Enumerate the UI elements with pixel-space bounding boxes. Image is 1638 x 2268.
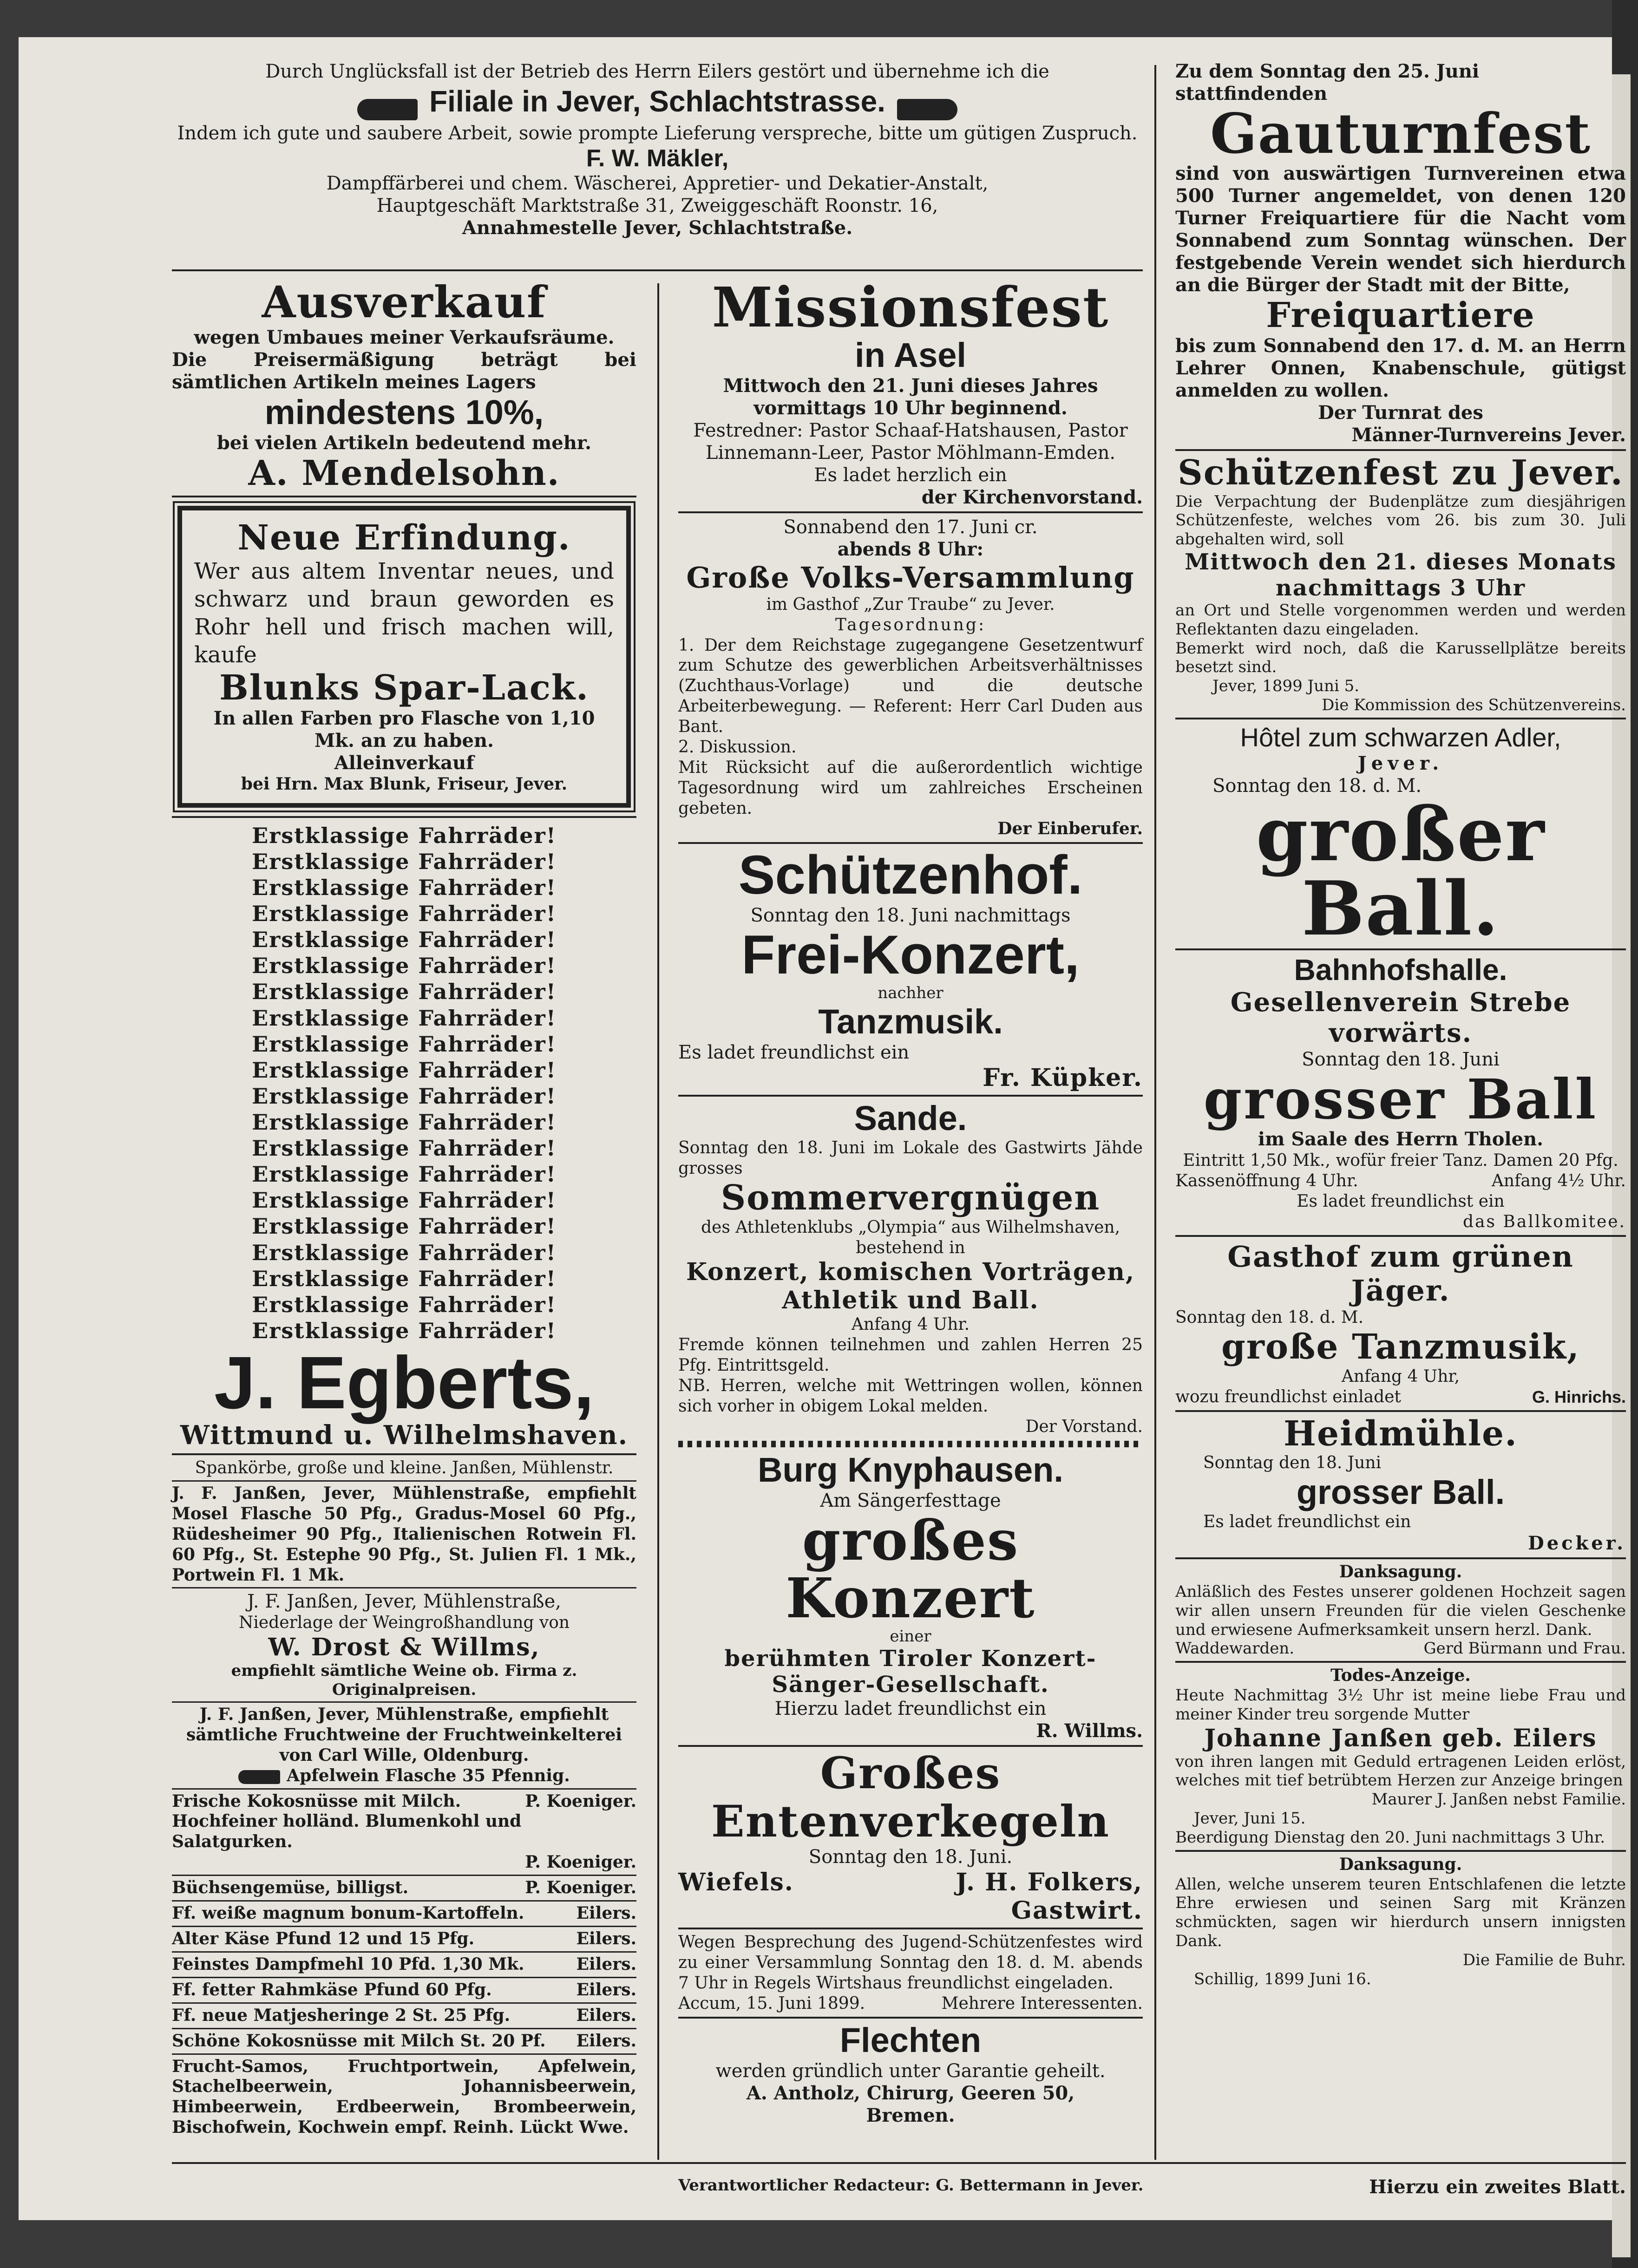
ausverkauf-ad	[172, 279, 636, 493]
enten-ad	[678, 1750, 1143, 1925]
missionsfest-ad	[678, 275, 1143, 509]
enten-date: Sonntag den 18. Juni.	[808, 1846, 1013, 1868]
versammlung-time: abends 8 Uhr:	[837, 538, 984, 560]
column-rule	[657, 283, 659, 2160]
knyphausen-title: Burg Knyphausen.	[758, 1450, 1063, 1489]
dank1-title: Danksagung.	[1339, 1562, 1462, 1582]
versammlung-ad	[678, 516, 1143, 839]
footer-editor: Verantwortlicher Redacteur: G. Bettermann in Jever.	[678, 2176, 1144, 2195]
heidmuehle-sig: Decker.	[1528, 1532, 1626, 1555]
knyphausen-sub: Am Sängerfesttage	[820, 1490, 1001, 1511]
drost-line2: Niederlage der Weingroßhandlung von	[238, 1613, 570, 1633]
small-ad-spankoerbe: Spankörbe, große und kleine. Janßen, Mühlenstr.	[195, 1458, 614, 1477]
bahnhof-left: Kassenöffnung 4 Uhr.	[1175, 1171, 1358, 1191]
missionsfest-sig: der Kirchenvorstand.	[921, 486, 1143, 508]
versammlung-agenda-title: Tagesordnung:	[835, 615, 986, 634]
fahrrad-line: Erstklassige Fahrräder!	[252, 849, 557, 874]
ausverkauf-signature: A. Mendelsohn.	[248, 453, 560, 494]
fahrrad-list	[172, 821, 636, 1346]
ausverkauf-text1: wegen Umbaues meiner Verkaufsräume.	[194, 327, 615, 349]
schuetzenhof-title: Schützenhof.	[738, 844, 1083, 906]
eilers-item: Ff. neue Matjesheringe 2 St. 25 Pfg.	[172, 2005, 511, 2025]
gauturnfest-ad	[1175, 60, 1626, 446]
top-ad-rule	[172, 269, 1143, 271]
schuetzenhof-sig: Fr. Küpker.	[983, 1064, 1143, 1092]
schuetzenhof-after: nachher	[878, 984, 943, 1003]
fahrrad-line: Erstklassige Fahrräder!	[252, 1136, 557, 1161]
sande-program: Konzert, komischen Vorträgen, Athletik und Ball.	[686, 1258, 1135, 1315]
dank2-sig: Die Familie de Buhr.	[1462, 1950, 1626, 1969]
eilers-sig: Eilers.	[576, 2031, 636, 2051]
versammlung-place: im Gasthof „Zur Traube“ zu Jever.	[766, 595, 1055, 614]
bahnhof-ad	[1175, 953, 1626, 1232]
koeniger-2-sig: P. Koeniger.	[525, 1852, 636, 1872]
wille-text: J. F. Janßen, Jever, Mühlenstraße, empfiehlt sämtliche Fruchtweine der Fruchtweinkelterei von Carl Wille, Oldenburg.	[186, 1704, 622, 1765]
koeniger-3	[172, 1878, 636, 1898]
heidmuehle-ad	[1175, 1415, 1626, 1555]
ausverkauf-title: Ausverkauf	[262, 277, 547, 328]
drost-line1: J. F. Janßen, Jever, Mühlenstraße,	[247, 1591, 562, 1613]
heidmuehle-invite: Es ladet freundlichst ein	[1203, 1512, 1411, 1532]
fahrrad-line: Erstklassige Fahrräder!	[252, 953, 557, 979]
dank2-text: Allen, welche unserem teuren Entschlafenen die letzte Ehre erwiesen und seinen Sarg mit Kränzen schmückten, sagen wir hierdurch unsern innigsten Dank.	[1175, 1875, 1626, 1950]
dank2-title: Danksagung.	[1339, 1854, 1462, 1874]
egberts-ad	[172, 1340, 636, 1451]
newspaper-page	[19, 37, 1626, 2220]
todes-title: Todes-Anzeige.	[1330, 1666, 1471, 1686]
gauturnfest-sig2: Männer-Turnvereins Jever.	[1351, 424, 1626, 446]
schuetzenhof-date: Sonntag den 18. Juni nachmittags	[750, 904, 1071, 926]
adler-ad	[1175, 722, 1626, 952]
bahnhof-place: im Saale des Herrn Tholen.	[1258, 1128, 1544, 1150]
erfindung-text: Wer aus altem Inventar neues, und schwarz und braun geworden es Rohr hell und frisch machen will, kaufe	[194, 558, 614, 668]
schuetzenfest-date: Mittwoch den 21. dieses Monats nachmittags 3 Uhr	[1185, 549, 1617, 601]
top-ad-headline-row	[172, 85, 1143, 120]
top-ad-headline: Filiale in Jever, Schlachtstrasse.	[429, 85, 885, 118]
gauturnfest-sig1: Der Turnrat des	[1318, 401, 1483, 424]
column-2	[678, 275, 1143, 2127]
pointing-hand-icon	[897, 99, 957, 120]
knyphausen-big: großes Konzert	[786, 1508, 1035, 1630]
ausverkauf-text3: bei vielen Artikeln bedeutend mehr.	[216, 432, 592, 454]
ausverkauf-text2: Die Preisermäßigung beträgt bei sämtlichen Artikeln meines Lagers	[172, 349, 636, 393]
dank1-ad	[1175, 1562, 1626, 1658]
egberts-name: J. Egberts,	[214, 1340, 595, 1424]
erfindung-text2: In allen Farben pro Flasche von 1,10 Mk. an zu haben.	[213, 707, 595, 752]
schuetzenhof-ad	[678, 844, 1143, 1092]
sande-start: Anfang 4 Uhr.	[851, 1315, 970, 1334]
top-ad-line4: Hauptgeschäft Marktstraße 31, Zweiggeschäft Roonstr. 16,	[376, 195, 938, 216]
versammlung-item1: 1. Der dem Reichstage zugegangene Gesetzentwurf zum Schutze des gewerblichen Arbeitsverhältnisses (Zuchthaus-Vorlage) und die deutsche Arbeiterbewegung. — Referent: Herr Carl Duden aus Bant.	[678, 635, 1143, 737]
knyphausen-sig: R. Willms.	[1036, 1720, 1143, 1742]
flechten-city: Bremen.	[866, 2104, 955, 2126]
wille-apfel-row	[172, 1766, 636, 1786]
adler-city: Jever.	[1357, 752, 1444, 774]
top-ad-line3: Dampffärberei und chem. Wäscherei, Appretier- und Dekatier-Anstalt,	[326, 172, 989, 194]
sande-text: Sonntag den 18. Juni im Lokale des Gastwirts Jähde grosses	[678, 1138, 1143, 1178]
sande-text2: des Athletenklubs „Olympia“ aus Wilhelmshaven, bestehend in	[701, 1217, 1120, 1257]
flechten-ad	[678, 2021, 1143, 2127]
jaeger-sig-row	[1175, 1387, 1626, 1407]
wille-ad	[172, 1705, 636, 1786]
eilers-item: Schöne Kokosnüsse mit Milch St. 20 Pf.	[172, 2031, 546, 2051]
gauturnfest-text2: bis zum Sonnabend den 17. d. M. an Herrn Lehrer Onnen, Knabenschule, gütigst anmelden zu wollen.	[1175, 334, 1626, 401]
koeniger-2-text: Hochfeiner holländ. Blumenkohl und Salatgurken.	[172, 1811, 522, 1852]
sande-nb: NB. Herren, welche mit Wettringen wollen, können sich vorher in obigem Lokal melden.	[678, 1376, 1143, 1416]
heidmuehle-date: Sonntag den 18. Juni	[1203, 1453, 1382, 1473]
ausverkauf-big: mindestens 10%,	[264, 393, 544, 432]
sande-title: Sande.	[854, 1099, 967, 1138]
jaeger-sig: G. Hinrichs.	[1532, 1387, 1626, 1406]
egberts-sub: Wittmund u. Wilhelmshaven.	[180, 1419, 629, 1451]
missionsfest-invite: Es ladet herzlich ein	[814, 464, 1007, 486]
flechten-text: werden gründlich unter Garantie geheilt.	[715, 2060, 1106, 2082]
todes-text: Heute Nachmittag 3½ Uhr ist meine liebe Frau und meiner Kinder treu sorgende Mutter	[1175, 1686, 1626, 1724]
schuetzenfest-text3: Bemerkt wird noch, daß die Karussellplätze bereits besetzt sind.	[1175, 639, 1626, 677]
dank1-right: Gerd Bürmann und Frau.	[1423, 1639, 1626, 1658]
small-ad-janssen-wine: J. F. Janßen, Jever, Mühlenstraße, empfiehlt Mosel Flasche 50 Pfg., Gradus-Mosel 60 Pfg., Rüdesheimer 90 Pfg., Italienischen Rotwein Fl. 60 Pfg., St. Estephe 90 Pfg., St. Julien Fl. 1 Mk., Portwein Fl. 1 Mk.	[172, 1483, 636, 1585]
page-footer	[678, 2176, 1626, 2198]
jaeger-invite: wozu freundlichst einladet	[1175, 1387, 1401, 1406]
eilers-row	[172, 1980, 636, 2000]
jugend-text: Wegen Besprechung des Jugend-Schützenfestes wird zu einer Versammlung Sonntag den 18. d. M. abends 7 Uhr in Regels Wirtshaus freundlichst eingeladen.	[678, 1933, 1143, 1993]
eilers-sig: Eilers.	[576, 1903, 636, 1923]
bahnhof-text: Eintritt 1,50 Mk., wofür freier Tanz. Damen 20 Pfg.	[1183, 1151, 1618, 1170]
bottom-rule	[172, 2162, 1626, 2164]
missionsfest-title: Missionsfest	[712, 275, 1109, 340]
knyphausen-einer: einer	[890, 1627, 931, 1646]
schuetzenfest-sig: Die Kommission des Schützenvereins.	[1322, 696, 1626, 715]
erfindung-text4: bei Hrn. Max Blunk, Friseur, Jever.	[241, 774, 568, 794]
jaeger-date: Sonntag den 18. d. M.	[1175, 1307, 1364, 1327]
top-ad-line5: Annahmestelle Jever, Schlachtstraße.	[462, 216, 853, 239]
column-rule	[1154, 65, 1156, 2160]
jaeger-title: Gasthof zum grünen Jäger.	[1227, 1239, 1574, 1307]
koeniger-1-sig: P. Koeniger.	[525, 1791, 636, 1811]
top-ad-name: F. W. Mäkler,	[586, 144, 729, 172]
missionsfest-date: Mittwoch den 21. Juni dieses Jahres vormittags 10 Uhr beginnend.	[723, 374, 1098, 419]
eilers-item: Ff. fetter Rahmkäse Pfund 60 Pfg.	[172, 1980, 492, 2000]
sande-ad	[678, 1099, 1143, 1437]
sande-sig: Der Vorstand.	[1025, 1417, 1143, 1436]
fahrrad-line: Erstklassige Fahrräder!	[252, 1162, 557, 1187]
lueckt-ad: Frucht-Samos, Fruchtportwein, Apfelwein, Stachelbeerwein, Johannisbeerwein, Himbeerwein, Erdbeerwein, Brombeerwein, Bischofwein, Kochwein empf. Reinh. Lückt Wwe.	[172, 2056, 636, 2137]
todes-ad	[1175, 1666, 1626, 1847]
gauturnfest-text: sind von auswärtigen Turnvereinen etwa 500 Turner angemeldet, von denen 120 Turner Freiquartiere für die Nacht vom Sonnabend zum Sonntag wünschen. Der festgebende Verein wendet sich hierdurch an die Bürger der Stadt mit der Bitte,	[1175, 162, 1626, 296]
adler-big: großer Ball.	[1256, 790, 1546, 952]
versammlung-item2: 2. Diskussion.	[678, 738, 797, 757]
wille-apfel: Apfelwein Flasche 35 Pfennig.	[287, 1765, 570, 1785]
fahrrad-line: Erstklassige Fahrräder!	[252, 823, 557, 848]
column-3	[1175, 60, 1626, 1988]
jaeger-ad	[1175, 1240, 1626, 1407]
eilers-row	[172, 1903, 636, 1924]
fahrrad-line: Erstklassige Fahrräder!	[252, 1031, 557, 1057]
jaeger-start: Anfang 4 Uhr,	[1341, 1366, 1460, 1386]
bahnhof-date: Sonntag den 18. Juni	[1302, 1049, 1500, 1071]
fahrrad-line: Erstklassige Fahrräder!	[252, 1057, 557, 1083]
bahnhof-sig: das Ballkomitee.	[1462, 1212, 1626, 1232]
pointing-hand-icon	[357, 99, 418, 120]
enten-right: J. H. Folkers,	[956, 1868, 1143, 1897]
gauturnfest-title: Gauturnfest	[1210, 101, 1592, 166]
eilers-item: Feinstes Dampfmehl 10 Pfd. 1,30 Mk.	[172, 1954, 524, 1974]
top-ad-line2: Indem ich gute und saubere Arbeit, sowie prompte Lieferung verspreche, bitte um gütigen Zuspruch.	[177, 122, 1138, 144]
footer-note: Hierzu ein zweites Blatt.	[1369, 2176, 1626, 2198]
bahnhof-right: Anfang 4½ Uhr.	[1491, 1171, 1626, 1191]
fahrrad-line: Erstklassige Fahrräder!	[252, 1110, 557, 1135]
versammlung-text: Mit Rücksicht auf die außerordentlich wichtige Tagesordnung wird um zahlreiches Erscheinen gebeten.	[678, 758, 1143, 818]
missionsfest-place: in Asel	[855, 335, 966, 374]
top-ad-line1: Durch Unglücksfall ist der Betrieb des Herrn Eilers gestört und übernehme ich die	[265, 61, 1049, 82]
adler-title: Hôtel zum schwarzen Adler,	[1240, 722, 1561, 752]
gauturnfest-intro: Zu dem Sonntag den 25. Juni stattfindenden	[1175, 60, 1480, 105]
adler-date: Sonntag den 18. d. M.	[1212, 775, 1422, 797]
bahnhof-invite: Es ladet freundlichst ein	[1297, 1192, 1505, 1211]
knyphausen-group: berühmten Tiroler Konzert-Sänger-Gesellschaft.	[724, 1646, 1097, 1698]
jaeger-big: große Tanzmusik,	[1221, 1327, 1580, 1367]
sande-text3: Fremde können teilnehmen und zahlen Herren 25 Pfg. Eintrittsgeld.	[678, 1335, 1143, 1375]
jugend-left: Accum, 15. Juni 1899.	[678, 1993, 865, 2013]
eilers-sig: Eilers.	[576, 1928, 636, 1948]
eilers-row	[172, 2006, 636, 2026]
fahrrad-line: Erstklassige Fahrräder!	[252, 1214, 557, 1239]
schuetzenfest-text2: an Ort und Stelle vorgenommen werden und werden Reflektanten dazu eingeladen.	[1175, 601, 1626, 639]
schuetzenhof-tanz: Tanzmusik.	[818, 1002, 1003, 1041]
todes-text3: Beerdigung Dienstag den 20. Juni nachmittags 3 Uhr.	[1175, 1828, 1605, 1847]
flechten-sig: A. Antholz, Chirurg, Geeren 50,	[746, 2082, 1075, 2104]
heidmuehle-big: grosser Ball.	[1296, 1473, 1505, 1512]
eilers-list	[172, 1900, 636, 2051]
drost-line4: empfiehlt sämtliche Weine ob. Firma z. Originalpreisen.	[231, 1661, 577, 1699]
schuetzenfest-date2: Jever, 1899 Juni 5.	[1212, 677, 1360, 696]
todes-name: Johanne Janßen geb. Eilers	[1204, 1724, 1597, 1752]
dank1-text: Anläßlich des Festes unserer goldenen Hochzeit sagen wir allen unsern Freunden für die vielen Geschenke und erwiesene Aufmerksamkeit unsern herzl. Dank.	[1175, 1582, 1626, 1639]
missionsfest-text: Festredner: Pastor Schaaf-Hatshausen, Pastor Linnemann-Leer, Pastor Möhlmann-Emden.	[693, 419, 1128, 464]
schuetzenfest-text: Die Verpachtung der Budenplätze zum diesjährigen Schützenfeste, welches vom 26. bis zum 30. Juli abgehalten wird, soll	[1175, 492, 1626, 549]
fahrrad-line: Erstklassige Fahrräder!	[252, 1266, 557, 1291]
eilers-sig: Eilers.	[576, 1954, 636, 1974]
knyphausen-ad	[678, 1451, 1143, 1742]
eilers-row	[172, 2031, 636, 2052]
ornament-divider	[678, 1441, 1143, 1447]
gauturnfest-big: Freiquartiere	[1266, 295, 1535, 335]
versammlung-date: Sonnabend den 17. Juni cr.	[783, 516, 1038, 538]
jugend-right: Mehrere Interessenten.	[941, 1993, 1143, 2013]
fahrrad-line: Erstklassige Fahrräder!	[252, 1005, 557, 1031]
column-1	[172, 279, 636, 2138]
erfindung-text3: Alleinverkauf	[334, 752, 474, 774]
versammlung-title: Große Volks-Versammlung	[686, 560, 1135, 595]
enten-left: Wiefels.	[678, 1868, 794, 1897]
fahrrad-line: Erstklassige Fahrräder!	[252, 927, 557, 953]
drost-ad	[172, 1590, 636, 1699]
schuetzenfest-title: Schützenfest zu Jever.	[1178, 452, 1624, 493]
fahrrad-line: Erstklassige Fahrräder!	[252, 901, 557, 927]
fahrrad-line: Erstklassige Fahrräder!	[252, 1318, 557, 1343]
eilers-row	[172, 1929, 636, 1949]
enten-title: Großes Entenverkegeln	[711, 1748, 1110, 1847]
schuetzenhof-big: Frei-Konzert,	[741, 924, 1080, 986]
knyphausen-invite: Hierzu ladet freundlichst ein	[774, 1698, 1047, 1720]
bahnhof-title: Bahnhofshalle.	[1294, 953, 1507, 987]
fahrrad-line: Erstklassige Fahrräder!	[252, 1083, 557, 1109]
top-ad	[172, 60, 1143, 239]
fahrrad-line: Erstklassige Fahrräder!	[252, 1240, 557, 1265]
eilers-item: Ff. weiße magnum bonum-Kartoffeln.	[172, 1903, 524, 1923]
koeniger-1-text: Frische Kokosnüsse mit Milch.	[172, 1791, 461, 1811]
enten-right2: Gastwirt.	[1011, 1896, 1143, 1925]
enten-sig-row	[678, 1868, 1143, 1896]
erfindung-title: Neue Erfindung.	[237, 518, 571, 558]
fahrrad-line: Erstklassige Fahrräder!	[252, 1292, 557, 1317]
eilers-sig: Eilers.	[576, 2005, 636, 2025]
eilers-row	[172, 1954, 636, 1975]
drost-line3: W. Drost & Willms,	[268, 1633, 540, 1662]
pointing-hand-icon	[238, 1770, 280, 1784]
todes-date: Jever, Juni 15.	[1194, 1809, 1306, 1828]
jugend-ad	[678, 1932, 1143, 2014]
dank1-left: Waddewarden.	[1175, 1639, 1295, 1658]
bahnhof-times	[1175, 1171, 1626, 1191]
fahrrad-line: Erstklassige Fahrräder!	[252, 1188, 557, 1213]
eilers-item: Alter Käse Pfund 12 und 15 Pfg.	[172, 1928, 475, 1948]
dank2-ad	[1175, 1855, 1626, 1989]
fahrrad-line: Erstklassige Fahrräder!	[252, 979, 557, 1005]
koeniger-3-sig: P. Koeniger.	[525, 1878, 636, 1898]
erfindung-ad	[177, 506, 631, 808]
fahrrad-line: Erstklassige Fahrräder!	[252, 875, 557, 901]
flechten-title: Flechten	[839, 2020, 982, 2059]
dank2-date: Schillig, 1899 Juni 16.	[1194, 1969, 1371, 1988]
heidmuehle-title: Heidmühle.	[1284, 1413, 1518, 1454]
todes-sig: Maurer J. Janßen nebst Familie.	[1371, 1790, 1626, 1809]
koeniger-1	[172, 1791, 636, 1812]
eilers-sig: Eilers.	[576, 1980, 636, 2000]
schuetzenfest-ad	[1175, 454, 1626, 715]
jugend-sig-row	[678, 1993, 1143, 2014]
dank1-sig-row	[1175, 1639, 1626, 1658]
todes-text2: von ihren langen mit Geduld ertragenen Leiden erlöst, welches mit tief betrübtem Herzen zur Anzeige bringen	[1175, 1752, 1626, 1790]
erfindung-product: Blunks Spar-Lack.	[219, 668, 589, 708]
schuetzenhof-invite: Es ladet freundlichst ein	[678, 1042, 910, 1064]
bahnhof-verein: Gesellenverein Strebe vorwärts.	[1230, 987, 1571, 1049]
versammlung-sig: Der Einberufer.	[997, 818, 1143, 838]
koeniger-3-text: Büchsengemüse, billigst.	[172, 1878, 409, 1898]
sande-big: Sommervergnügen	[721, 1177, 1101, 1218]
bahnhof-big: grosser Ball	[1203, 1067, 1598, 1132]
